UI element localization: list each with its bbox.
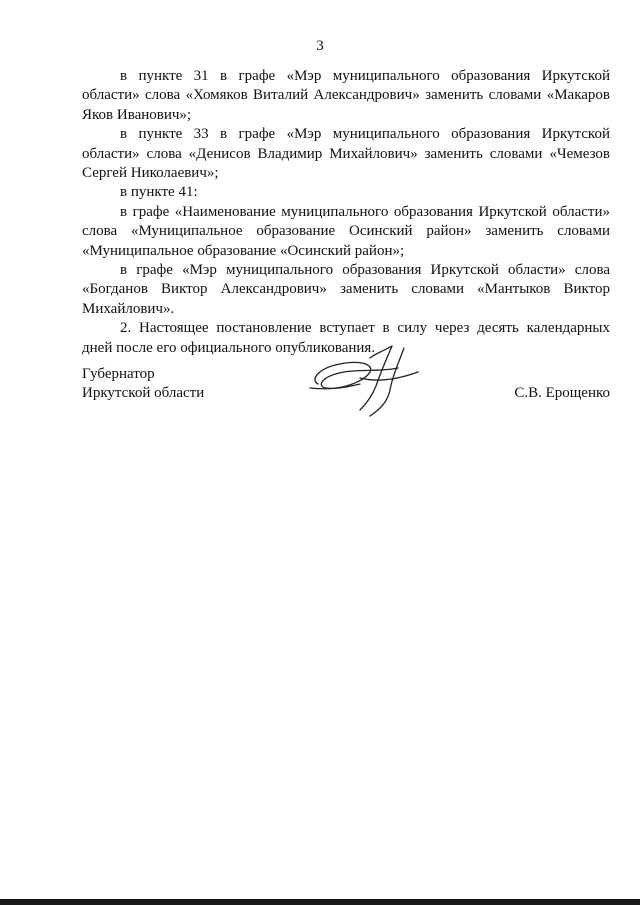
document-body — [82, 67, 610, 358]
paragraph-item-41-mayor: в графе «Мэр муниципального образования Иркутской области» слова «Богданов Виктор Александрович» заменить словами «Мантыков Виктор Михайлович». — [82, 262, 610, 317]
scan-bottom-edge — [0, 899, 640, 905]
paragraph-effective-date: 2. Настоящее постановление вступает в силу через десять календарных дней после его официального опубликования. — [82, 320, 610, 356]
signatory-title-line1: Губернатор — [82, 366, 155, 382]
paragraph-item-41-intro: в пункте 41: — [120, 184, 198, 201]
paragraph-item-41-name: в графе «Наименование муниципального образования Иркутской области» слова «Муниципальное образование Осинский район» заменить словами «Муниципальное образование «Осинский район»; — [82, 203, 610, 259]
paragraph-item-31: в пункте 31 в графе «Мэр муниципального образования Иркутской области» слова «Хомяков Виталий Александрович» заменить словами «Макаров Яков Иванович»; — [82, 68, 610, 123]
paragraph-item-33: в пункте 33 в графе «Мэр муниципального образования Иркутской области» слова «Денисов Владимир Михайлович» заменить словами «Чемезов Сергей Николаевич»; — [82, 126, 610, 182]
page-number: 3 — [316, 38, 324, 54]
handwritten-signature — [300, 338, 440, 418]
signatory-title — [82, 365, 204, 404]
signatory-title-line2: Иркутской области — [82, 385, 205, 402]
signatory-name: С.В. Ерощенко — [514, 385, 610, 402]
